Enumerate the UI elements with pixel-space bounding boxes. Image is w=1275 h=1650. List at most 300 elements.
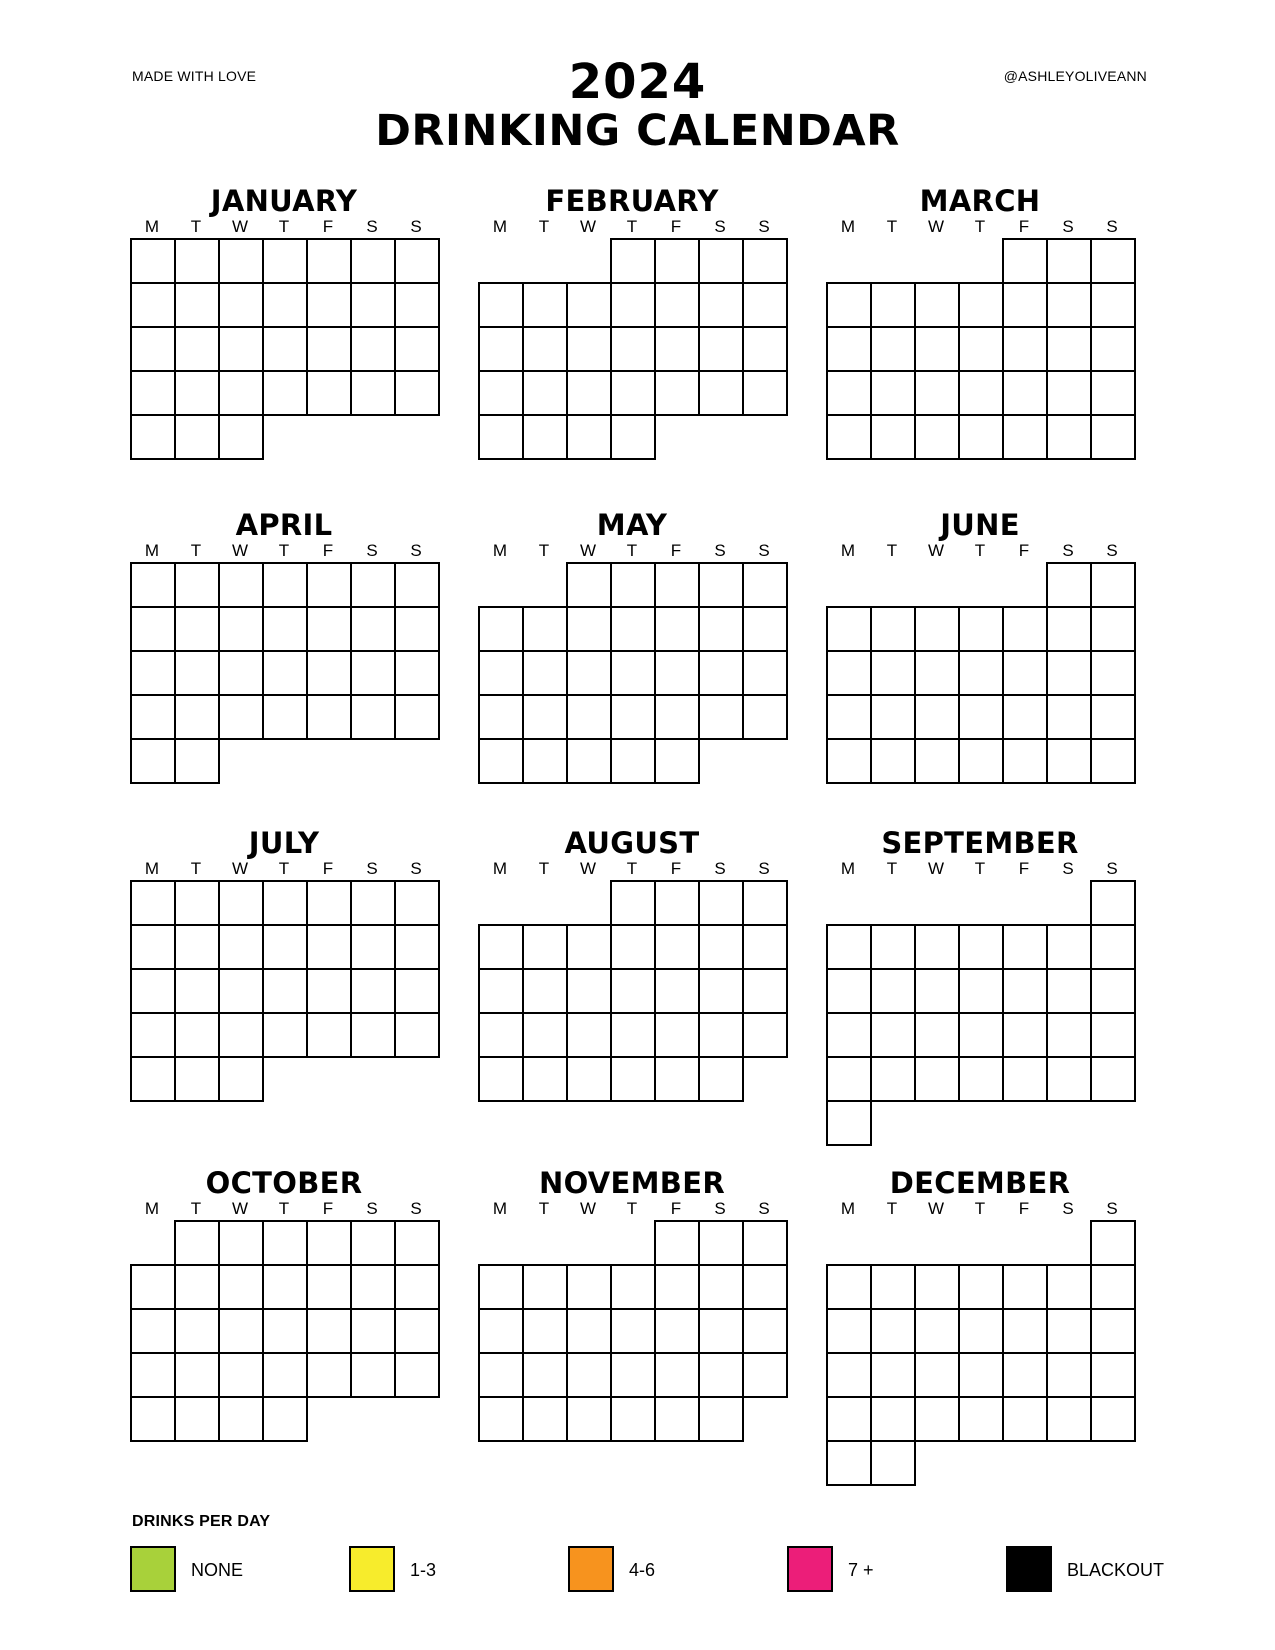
- day-cell[interactable]: [698, 1012, 744, 1058]
- day-cell[interactable]: [1046, 606, 1092, 652]
- day-cell[interactable]: [1002, 924, 1048, 970]
- day-cell[interactable]: [174, 880, 220, 926]
- day-cell[interactable]: [1090, 1264, 1136, 1310]
- day-cell[interactable]: [566, 968, 612, 1014]
- day-cell[interactable]: [566, 924, 612, 970]
- day-cell[interactable]: [698, 1352, 744, 1398]
- day-cell[interactable]: [742, 606, 788, 652]
- day-cell[interactable]: [870, 326, 916, 372]
- day-cell[interactable]: [522, 1012, 568, 1058]
- day-cell[interactable]: [306, 924, 352, 970]
- day-cell[interactable]: [654, 1220, 700, 1266]
- day-cell[interactable]: [350, 1352, 396, 1398]
- day-cell[interactable]: [654, 1396, 700, 1442]
- day-cell[interactable]: [914, 1308, 960, 1354]
- day-cell[interactable]: [478, 1012, 524, 1058]
- day-cell[interactable]: [826, 414, 872, 460]
- day-cell[interactable]: [522, 1264, 568, 1310]
- day-cell[interactable]: [826, 694, 872, 740]
- day-cell[interactable]: [914, 968, 960, 1014]
- day-cell[interactable]: [218, 1308, 264, 1354]
- day-cell[interactable]: [610, 650, 656, 696]
- day-cell[interactable]: [914, 1264, 960, 1310]
- day-cell[interactable]: [306, 968, 352, 1014]
- day-cell[interactable]: [654, 562, 700, 608]
- day-cell[interactable]: [478, 694, 524, 740]
- day-cell[interactable]: [610, 924, 656, 970]
- day-cell[interactable]: [478, 1264, 524, 1310]
- day-cell[interactable]: [218, 1056, 264, 1102]
- day-cell[interactable]: [1046, 1056, 1092, 1102]
- day-cell[interactable]: [218, 370, 264, 416]
- day-cell[interactable]: [566, 414, 612, 460]
- day-cell[interactable]: [958, 414, 1004, 460]
- day-cell[interactable]: [174, 1396, 220, 1442]
- day-cell[interactable]: [350, 650, 396, 696]
- day-cell[interactable]: [522, 282, 568, 328]
- day-cell[interactable]: [566, 1012, 612, 1058]
- day-cell[interactable]: [218, 1352, 264, 1398]
- day-cell[interactable]: [1046, 650, 1092, 696]
- day-cell[interactable]: [394, 606, 440, 652]
- day-cell[interactable]: [566, 738, 612, 784]
- day-cell[interactable]: [522, 694, 568, 740]
- day-cell[interactable]: [610, 1264, 656, 1310]
- day-cell[interactable]: [742, 1012, 788, 1058]
- day-cell[interactable]: [350, 1308, 396, 1354]
- day-cell[interactable]: [914, 282, 960, 328]
- day-cell[interactable]: [478, 370, 524, 416]
- day-cell[interactable]: [610, 282, 656, 328]
- day-cell[interactable]: [1046, 1264, 1092, 1310]
- day-cell[interactable]: [1090, 968, 1136, 1014]
- day-cell[interactable]: [478, 1352, 524, 1398]
- day-cell[interactable]: [698, 1264, 744, 1310]
- day-cell[interactable]: [654, 738, 700, 784]
- day-cell[interactable]: [174, 650, 220, 696]
- day-cell[interactable]: [742, 880, 788, 926]
- day-cell[interactable]: [566, 606, 612, 652]
- day-cell[interactable]: [394, 1220, 440, 1266]
- day-cell[interactable]: [914, 414, 960, 460]
- day-cell[interactable]: [218, 326, 264, 372]
- day-cell[interactable]: [130, 238, 176, 284]
- day-cell[interactable]: [698, 1056, 744, 1102]
- day-cell[interactable]: [1002, 968, 1048, 1014]
- day-cell[interactable]: [742, 562, 788, 608]
- day-cell[interactable]: [610, 1056, 656, 1102]
- day-cell[interactable]: [218, 282, 264, 328]
- day-cell[interactable]: [350, 1012, 396, 1058]
- day-cell[interactable]: [262, 924, 308, 970]
- day-cell[interactable]: [610, 414, 656, 460]
- day-cell[interactable]: [826, 326, 872, 372]
- day-cell[interactable]: [306, 1264, 352, 1310]
- day-cell[interactable]: [1090, 1220, 1136, 1266]
- day-cell[interactable]: [350, 1220, 396, 1266]
- day-cell[interactable]: [1046, 924, 1092, 970]
- day-cell[interactable]: [742, 370, 788, 416]
- day-cell[interactable]: [958, 1264, 1004, 1310]
- day-cell[interactable]: [262, 1396, 308, 1442]
- day-cell[interactable]: [130, 880, 176, 926]
- day-cell[interactable]: [654, 282, 700, 328]
- day-cell[interactable]: [870, 1264, 916, 1310]
- day-cell[interactable]: [130, 1396, 176, 1442]
- day-cell[interactable]: [698, 1396, 744, 1442]
- day-cell[interactable]: [350, 924, 396, 970]
- day-cell[interactable]: [698, 1220, 744, 1266]
- day-cell[interactable]: [826, 1056, 872, 1102]
- day-cell[interactable]: [394, 1264, 440, 1310]
- day-cell[interactable]: [610, 880, 656, 926]
- day-cell[interactable]: [742, 924, 788, 970]
- day-cell[interactable]: [262, 1012, 308, 1058]
- day-cell[interactable]: [914, 606, 960, 652]
- day-cell[interactable]: [130, 694, 176, 740]
- day-cell[interactable]: [610, 238, 656, 284]
- day-cell[interactable]: [958, 738, 1004, 784]
- day-cell[interactable]: [742, 238, 788, 284]
- day-cell[interactable]: [826, 1012, 872, 1058]
- day-cell[interactable]: [174, 414, 220, 460]
- day-cell[interactable]: [522, 326, 568, 372]
- day-cell[interactable]: [654, 924, 700, 970]
- day-cell[interactable]: [958, 1308, 1004, 1354]
- day-cell[interactable]: [914, 370, 960, 416]
- day-cell[interactable]: [870, 650, 916, 696]
- day-cell[interactable]: [130, 924, 176, 970]
- day-cell[interactable]: [174, 1308, 220, 1354]
- day-cell[interactable]: [1090, 606, 1136, 652]
- day-cell[interactable]: [478, 968, 524, 1014]
- day-cell[interactable]: [262, 968, 308, 1014]
- day-cell[interactable]: [1046, 1308, 1092, 1354]
- day-cell[interactable]: [394, 562, 440, 608]
- day-cell[interactable]: [262, 606, 308, 652]
- day-cell[interactable]: [826, 968, 872, 1014]
- day-cell[interactable]: [394, 1012, 440, 1058]
- day-cell[interactable]: [350, 282, 396, 328]
- day-cell[interactable]: [958, 282, 1004, 328]
- day-cell[interactable]: [394, 880, 440, 926]
- day-cell[interactable]: [1090, 370, 1136, 416]
- day-cell[interactable]: [262, 562, 308, 608]
- day-cell[interactable]: [870, 282, 916, 328]
- day-cell[interactable]: [566, 694, 612, 740]
- day-cell[interactable]: [306, 650, 352, 696]
- day-cell[interactable]: [262, 1220, 308, 1266]
- day-cell[interactable]: [262, 1264, 308, 1310]
- day-cell[interactable]: [654, 606, 700, 652]
- day-cell[interactable]: [698, 326, 744, 372]
- day-cell[interactable]: [306, 562, 352, 608]
- day-cell[interactable]: [698, 880, 744, 926]
- day-cell[interactable]: [394, 238, 440, 284]
- day-cell[interactable]: [870, 968, 916, 1014]
- day-cell[interactable]: [610, 370, 656, 416]
- day-cell[interactable]: [610, 694, 656, 740]
- day-cell[interactable]: [870, 414, 916, 460]
- day-cell[interactable]: [914, 1352, 960, 1398]
- day-cell[interactable]: [1046, 370, 1092, 416]
- day-cell[interactable]: [130, 414, 176, 460]
- day-cell[interactable]: [174, 562, 220, 608]
- day-cell[interactable]: [566, 650, 612, 696]
- day-cell[interactable]: [306, 326, 352, 372]
- day-cell[interactable]: [1090, 924, 1136, 970]
- day-cell[interactable]: [350, 968, 396, 1014]
- day-cell[interactable]: [566, 370, 612, 416]
- day-cell[interactable]: [478, 650, 524, 696]
- day-cell[interactable]: [394, 1308, 440, 1354]
- day-cell[interactable]: [958, 1012, 1004, 1058]
- day-cell[interactable]: [262, 282, 308, 328]
- day-cell[interactable]: [1090, 1352, 1136, 1398]
- day-cell[interactable]: [174, 282, 220, 328]
- day-cell[interactable]: [130, 1352, 176, 1398]
- day-cell[interactable]: [698, 1308, 744, 1354]
- day-cell[interactable]: [654, 694, 700, 740]
- day-cell[interactable]: [870, 694, 916, 740]
- day-cell[interactable]: [566, 1308, 612, 1354]
- day-cell[interactable]: [698, 238, 744, 284]
- day-cell[interactable]: [1090, 562, 1136, 608]
- day-cell[interactable]: [350, 694, 396, 740]
- day-cell[interactable]: [698, 694, 744, 740]
- day-cell[interactable]: [130, 562, 176, 608]
- day-cell[interactable]: [698, 924, 744, 970]
- day-cell[interactable]: [306, 1308, 352, 1354]
- day-cell[interactable]: [478, 738, 524, 784]
- day-cell[interactable]: [698, 282, 744, 328]
- day-cell[interactable]: [262, 694, 308, 740]
- day-cell[interactable]: [610, 1352, 656, 1398]
- day-cell[interactable]: [1002, 1308, 1048, 1354]
- day-cell[interactable]: [826, 1352, 872, 1398]
- day-cell[interactable]: [1002, 326, 1048, 372]
- day-cell[interactable]: [522, 738, 568, 784]
- day-cell[interactable]: [522, 1056, 568, 1102]
- day-cell[interactable]: [478, 606, 524, 652]
- day-cell[interactable]: [610, 968, 656, 1014]
- day-cell[interactable]: [522, 924, 568, 970]
- day-cell[interactable]: [826, 738, 872, 784]
- day-cell[interactable]: [394, 694, 440, 740]
- day-cell[interactable]: [1090, 694, 1136, 740]
- day-cell[interactable]: [826, 1100, 872, 1146]
- day-cell[interactable]: [1046, 562, 1092, 608]
- day-cell[interactable]: [742, 694, 788, 740]
- day-cell[interactable]: [958, 650, 1004, 696]
- day-cell[interactable]: [1090, 880, 1136, 926]
- day-cell[interactable]: [654, 1308, 700, 1354]
- day-cell[interactable]: [654, 326, 700, 372]
- day-cell[interactable]: [1090, 238, 1136, 284]
- day-cell[interactable]: [394, 1352, 440, 1398]
- day-cell[interactable]: [218, 968, 264, 1014]
- day-cell[interactable]: [698, 650, 744, 696]
- day-cell[interactable]: [306, 880, 352, 926]
- day-cell[interactable]: [958, 326, 1004, 372]
- day-cell[interactable]: [130, 738, 176, 784]
- day-cell[interactable]: [566, 1396, 612, 1442]
- day-cell[interactable]: [174, 968, 220, 1014]
- day-cell[interactable]: [1046, 282, 1092, 328]
- day-cell[interactable]: [394, 326, 440, 372]
- day-cell[interactable]: [262, 1308, 308, 1354]
- day-cell[interactable]: [306, 694, 352, 740]
- day-cell[interactable]: [130, 1264, 176, 1310]
- day-cell[interactable]: [654, 1056, 700, 1102]
- day-cell[interactable]: [218, 694, 264, 740]
- day-cell[interactable]: [478, 1056, 524, 1102]
- day-cell[interactable]: [1002, 370, 1048, 416]
- day-cell[interactable]: [262, 880, 308, 926]
- day-cell[interactable]: [698, 562, 744, 608]
- day-cell[interactable]: [826, 1396, 872, 1442]
- day-cell[interactable]: [1002, 1264, 1048, 1310]
- day-cell[interactable]: [958, 694, 1004, 740]
- day-cell[interactable]: [958, 370, 1004, 416]
- day-cell[interactable]: [218, 924, 264, 970]
- day-cell[interactable]: [174, 1056, 220, 1102]
- day-cell[interactable]: [394, 650, 440, 696]
- day-cell[interactable]: [1090, 1056, 1136, 1102]
- day-cell[interactable]: [174, 1012, 220, 1058]
- day-cell[interactable]: [394, 924, 440, 970]
- day-cell[interactable]: [130, 606, 176, 652]
- day-cell[interactable]: [174, 924, 220, 970]
- day-cell[interactable]: [826, 1264, 872, 1310]
- day-cell[interactable]: [742, 1308, 788, 1354]
- day-cell[interactable]: [566, 562, 612, 608]
- day-cell[interactable]: [1002, 1012, 1048, 1058]
- day-cell[interactable]: [610, 1012, 656, 1058]
- day-cell[interactable]: [742, 326, 788, 372]
- day-cell[interactable]: [1046, 1012, 1092, 1058]
- day-cell[interactable]: [870, 1012, 916, 1058]
- day-cell[interactable]: [130, 326, 176, 372]
- day-cell[interactable]: [130, 282, 176, 328]
- day-cell[interactable]: [914, 1056, 960, 1102]
- day-cell[interactable]: [478, 924, 524, 970]
- day-cell[interactable]: [958, 924, 1004, 970]
- day-cell[interactable]: [262, 1352, 308, 1398]
- day-cell[interactable]: [958, 1056, 1004, 1102]
- day-cell[interactable]: [826, 282, 872, 328]
- day-cell[interactable]: [262, 370, 308, 416]
- day-cell[interactable]: [654, 370, 700, 416]
- day-cell[interactable]: [870, 370, 916, 416]
- day-cell[interactable]: [130, 968, 176, 1014]
- day-cell[interactable]: [1046, 238, 1092, 284]
- day-cell[interactable]: [826, 1440, 872, 1486]
- day-cell[interactable]: [522, 1396, 568, 1442]
- day-cell[interactable]: [566, 282, 612, 328]
- day-cell[interactable]: [958, 1396, 1004, 1442]
- day-cell[interactable]: [218, 238, 264, 284]
- day-cell[interactable]: [306, 1220, 352, 1266]
- day-cell[interactable]: [566, 1056, 612, 1102]
- day-cell[interactable]: [566, 1264, 612, 1310]
- day-cell[interactable]: [350, 606, 396, 652]
- day-cell[interactable]: [522, 968, 568, 1014]
- day-cell[interactable]: [958, 606, 1004, 652]
- day-cell[interactable]: [1002, 414, 1048, 460]
- day-cell[interactable]: [350, 1264, 396, 1310]
- day-cell[interactable]: [870, 1440, 916, 1486]
- day-cell[interactable]: [394, 968, 440, 1014]
- day-cell[interactable]: [218, 1012, 264, 1058]
- day-cell[interactable]: [742, 968, 788, 1014]
- day-cell[interactable]: [870, 1352, 916, 1398]
- day-cell[interactable]: [478, 282, 524, 328]
- day-cell[interactable]: [914, 650, 960, 696]
- day-cell[interactable]: [826, 370, 872, 416]
- day-cell[interactable]: [130, 1012, 176, 1058]
- day-cell[interactable]: [262, 326, 308, 372]
- day-cell[interactable]: [742, 650, 788, 696]
- day-cell[interactable]: [130, 370, 176, 416]
- day-cell[interactable]: [174, 606, 220, 652]
- day-cell[interactable]: [566, 326, 612, 372]
- day-cell[interactable]: [218, 414, 264, 460]
- day-cell[interactable]: [174, 238, 220, 284]
- day-cell[interactable]: [394, 282, 440, 328]
- day-cell[interactable]: [174, 1352, 220, 1398]
- day-cell[interactable]: [742, 1352, 788, 1398]
- day-cell[interactable]: [654, 1264, 700, 1310]
- day-cell[interactable]: [610, 1308, 656, 1354]
- day-cell[interactable]: [742, 282, 788, 328]
- day-cell[interactable]: [1046, 414, 1092, 460]
- day-cell[interactable]: [1002, 1352, 1048, 1398]
- day-cell[interactable]: [566, 1352, 612, 1398]
- day-cell[interactable]: [1046, 738, 1092, 784]
- day-cell[interactable]: [654, 650, 700, 696]
- day-cell[interactable]: [218, 606, 264, 652]
- day-cell[interactable]: [130, 1308, 176, 1354]
- day-cell[interactable]: [522, 1352, 568, 1398]
- day-cell[interactable]: [654, 968, 700, 1014]
- day-cell[interactable]: [870, 1308, 916, 1354]
- day-cell[interactable]: [698, 606, 744, 652]
- day-cell[interactable]: [610, 326, 656, 372]
- day-cell[interactable]: [522, 414, 568, 460]
- day-cell[interactable]: [870, 738, 916, 784]
- day-cell[interactable]: [174, 1264, 220, 1310]
- day-cell[interactable]: [826, 650, 872, 696]
- day-cell[interactable]: [1002, 1056, 1048, 1102]
- day-cell[interactable]: [1002, 650, 1048, 696]
- day-cell[interactable]: [1002, 1396, 1048, 1442]
- day-cell[interactable]: [1002, 738, 1048, 784]
- day-cell[interactable]: [478, 326, 524, 372]
- day-cell[interactable]: [698, 370, 744, 416]
- day-cell[interactable]: [654, 880, 700, 926]
- day-cell[interactable]: [654, 1012, 700, 1058]
- day-cell[interactable]: [306, 370, 352, 416]
- day-cell[interactable]: [1046, 326, 1092, 372]
- day-cell[interactable]: [350, 562, 396, 608]
- day-cell[interactable]: [870, 924, 916, 970]
- day-cell[interactable]: [1090, 414, 1136, 460]
- day-cell[interactable]: [306, 1012, 352, 1058]
- day-cell[interactable]: [1090, 1012, 1136, 1058]
- day-cell[interactable]: [350, 880, 396, 926]
- day-cell[interactable]: [522, 1308, 568, 1354]
